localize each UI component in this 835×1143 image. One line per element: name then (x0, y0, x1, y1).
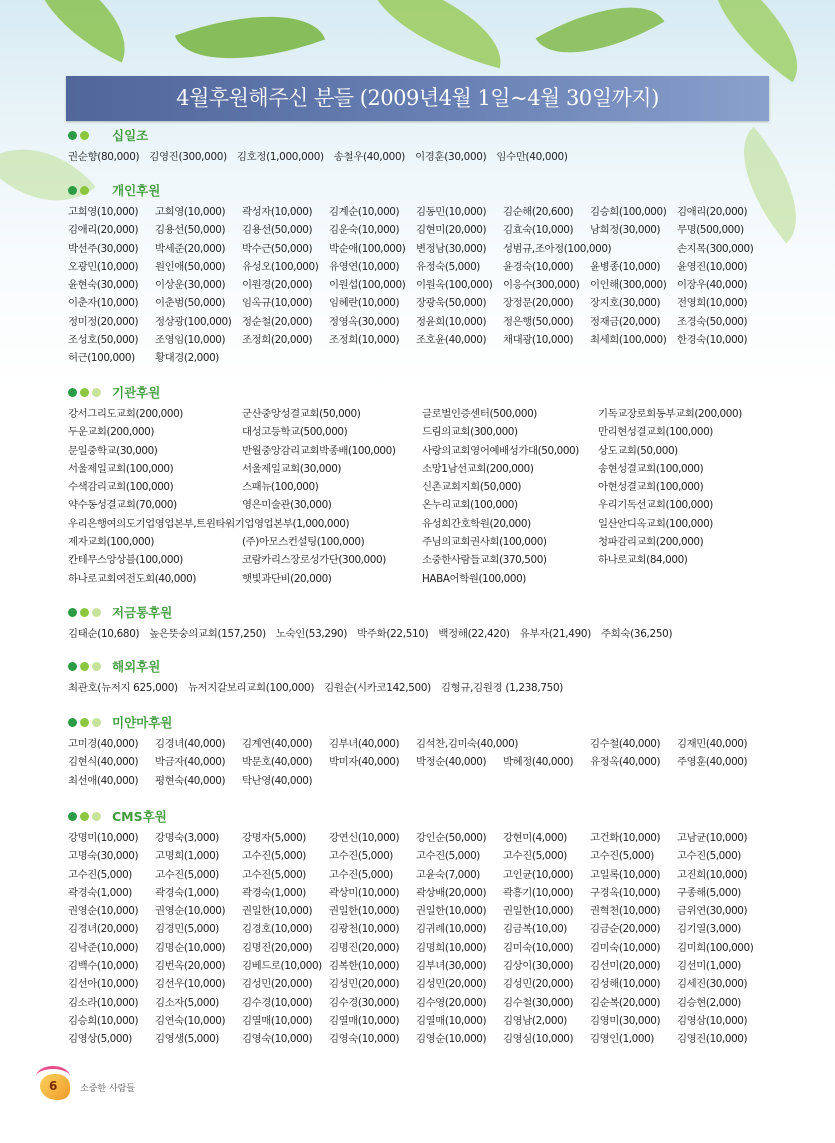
donor-entry: 김수철(40,000) (590, 738, 661, 750)
donor-entry: 김영삼(10,000) (677, 1014, 748, 1027)
section-title: 개인후원 (112, 183, 161, 198)
donor-entry: 고수진(5,000) (416, 850, 480, 863)
donor-entry: 강명숙(3,000) (155, 832, 219, 844)
donor-entry: 이인해(300,000) (590, 279, 667, 292)
donor-entry: 곽경숙(1,000) (155, 886, 219, 899)
donor-entry: 허근(100,000) (68, 352, 135, 365)
donor-entry: 유영연(10,000) (329, 260, 400, 273)
donor-list (68, 148, 778, 166)
donor-entry: 서울제일교회(30,000) (242, 462, 342, 475)
bullet-dots-icon (68, 388, 108, 397)
donor-entry: 김금순(20,000) (590, 923, 661, 936)
donor-entry: 강인순(50,000) (416, 832, 487, 844)
donor-entry: 고수진(5,000) (329, 868, 393, 881)
bullet-dots-icon (68, 662, 108, 671)
donor-entry: 고건화(10,000) (590, 832, 661, 844)
donor-entry: 김영심(10,000) (503, 1033, 574, 1046)
donor-entry: 김소자(5,000) (155, 996, 219, 1009)
donor-entry (590, 240, 677, 258)
donor-entry: 김번옥(20,000) (155, 960, 226, 973)
hands-logo-icon (40, 1074, 70, 1100)
donor-entry: 고수진(5,000) (329, 850, 393, 863)
donor-entry: 김상이(30,000) (503, 960, 574, 973)
section-heading (68, 180, 778, 200)
donor-entry: 하나로교회여전도회(40,000) (68, 572, 196, 585)
donor-entry: 칸테무스앙상블(100,000) (68, 554, 183, 567)
donor-entry: 김성민(20,000) (503, 978, 574, 991)
donor-entry: 김순해(20,600) (503, 206, 574, 218)
donor-entry: 김광천(10,000) (329, 923, 400, 936)
donor-entry: 김금복(10,00) (503, 923, 567, 936)
donor-entry: 한경숙(10,000) (677, 334, 748, 347)
donor-entry: 김영숙(10,000) (242, 1033, 313, 1046)
donor-entry: 약수동성결교회(70,000) (68, 499, 177, 512)
donor-entry: 김명희(10,000) (416, 941, 487, 954)
section-heading (68, 712, 778, 732)
donor-entry: 강명미(10,000) (68, 832, 139, 844)
donor-entry: 무명(500,000) (677, 224, 744, 237)
donor-entry: 만리현성결교회(100,000) (598, 426, 713, 439)
donor-entry: 고수진(5,000) (242, 868, 306, 881)
donor-entry: (주)아모스컨설팅(100,000) (242, 536, 365, 549)
section-4 (68, 656, 778, 697)
donor-entry: 사랑의교회영어예배성가대(50,000) (422, 444, 579, 457)
page-title: 4월후원해주신 분들 (2009년4월 1일~4월 30일까지) (66, 76, 769, 121)
donor-entry: 곽상배(20,000) (416, 886, 487, 899)
donor-entry: 기독교장로회동부교회(200,000) (598, 408, 742, 420)
donor-entry: 소망1남선교회(200,000) (422, 462, 534, 475)
donor-entry: 소중한사람들교회(370,500) (422, 554, 547, 567)
donor-entry: 수색감리교회(100,000) (68, 481, 174, 494)
section-6 (68, 806, 778, 1049)
donor-list (68, 679, 778, 697)
donor-list (68, 405, 778, 588)
donor-entry: 김계연(40,000) (242, 738, 313, 750)
donor-entry: 김영생(5,000) (155, 1033, 219, 1046)
donor-entry: 고수진(5,000) (590, 850, 654, 863)
footer-caption: 소중한 사람들 (80, 1083, 136, 1094)
donor-entry: 김선우(10,000) (155, 978, 226, 991)
donor-entry: 주희숙(36,250) (600, 628, 673, 640)
donor-entry: 김명진(20,000) (242, 941, 313, 954)
donor-entry: 이원옥(100,000) (416, 279, 493, 292)
donor-entry: 장정문(20,000) (503, 297, 574, 310)
donor-entry: 김미숙(10,000) (503, 941, 574, 954)
donor-entry: 김용선(50,000) (242, 224, 313, 237)
donor-entry: 윤병종(10,000) (590, 260, 661, 273)
section-title: 해외후원 (112, 659, 161, 674)
donor-entry: 김경녀(40,000) (155, 738, 226, 750)
donor-entry: 강연신(10,000) (329, 832, 400, 844)
donor-entry: 김열매(10,000) (416, 1014, 487, 1027)
donor-entry: 고수진(5,000) (68, 868, 132, 881)
donor-entry: 김경녀(20,000) (68, 923, 139, 936)
donor-entry: 조정희(20,000) (242, 334, 313, 347)
donor-entry: 코람카리스장로성가단(300,000) (242, 554, 386, 567)
donor-entry: 우리기독선교회(100,000) (598, 499, 713, 512)
donor-entry: 김승희(100,000) (590, 206, 667, 218)
donor-entry: 조성호(50,000) (68, 334, 139, 347)
donor-entry: 고수진(5,000) (677, 850, 741, 863)
donor-entry: 강현미(4,000) (503, 832, 567, 844)
donor-list (68, 203, 778, 368)
donor-entry: 김효숙(10,000) (503, 224, 574, 237)
donor-entry: 제자교회(100,000) (68, 536, 155, 549)
section-heading (68, 125, 778, 145)
donor-entry: 김동민(10,000) (416, 206, 487, 218)
donor-entry: 박수근(50,000) (242, 242, 313, 255)
donor-list (68, 829, 778, 1049)
donor-entry: 고수진(5,000) (503, 850, 567, 863)
donor-entry: 정은행(50,000) (503, 315, 574, 328)
donor-entry: 김영인(1,000) (590, 1033, 654, 1046)
section-title: 저금통후원 (112, 605, 173, 620)
donor-entry: 정윤희(10,000) (416, 315, 487, 328)
bullet-dots-icon (68, 131, 108, 140)
section-2 (68, 382, 778, 588)
donor-entry: 곽상미(10,000) (329, 886, 400, 899)
section-heading (68, 656, 778, 676)
donor-entry: 김태순(10,680) (68, 628, 140, 640)
donor-entry: 권혁천(10,000) (590, 905, 661, 918)
donor-entry: 고수진(5,000) (155, 868, 219, 881)
section-1 (68, 180, 778, 368)
donor-entry: 고윤숙(7,000) (416, 868, 480, 881)
donor-entry: 김연숙(10,000) (155, 1014, 226, 1027)
donor-entry: 고미경(40,000) (68, 738, 139, 750)
donor-entry: 김애리(20,000) (68, 224, 139, 237)
donor-entry: 김성민(20,000) (242, 978, 313, 991)
donor-entry: 고희영(10,000) (155, 206, 226, 218)
donor-entry: 곽성자(10,000) (242, 206, 313, 218)
donor-entry: 박금자(40,000) (155, 756, 226, 769)
donor-entry: 우리은행여의도기업영업본부,트윈타워기업영업본부(1,000,000) (68, 517, 350, 530)
donor-entry: 김승현(2,000) (677, 996, 741, 1009)
donor-entry: 곽경숙(1,000) (242, 886, 306, 899)
donor-entry: 권일한(10,000) (416, 905, 487, 918)
section-heading (68, 382, 778, 402)
donor-entry: 주영훈(40,000) (677, 756, 748, 769)
donor-entry: 송현성결교회(100,000) (598, 462, 704, 475)
donor-entry: 김수경(30,000) (329, 996, 400, 1009)
donor-entry: 청파감리교회(200,000) (598, 536, 704, 549)
donor-entry: 이원경(20,000) (242, 279, 313, 292)
donor-entry: 오광민(10,000) (68, 260, 139, 273)
donor-entry: 조정희(10,000) (329, 334, 400, 347)
donor-entry: 권영순(10,000) (68, 905, 139, 918)
donor-entry: 상도교회(50,000) (598, 444, 678, 457)
donor-entry: 햇빛과단비(20,000) (242, 572, 332, 585)
donor-entry: 권영순(10,000) (155, 905, 226, 918)
donor-entry: 고일록(10,000) (590, 868, 661, 881)
donor-entry: 박정순(40,000) (416, 756, 487, 769)
donor-entry: 김성민(20,000) (329, 978, 400, 991)
donor-entry: 이응수(300,000) (503, 279, 580, 292)
donor-entry: 김백수(10,000) (68, 960, 139, 973)
donor-entry: 김영순(10,000) (416, 1033, 487, 1046)
donor-entry (598, 570, 778, 588)
donor-entry: 최관호(뉴저지 625,000) (68, 682, 178, 694)
donor-entry: 박세준(20,000) (155, 242, 226, 255)
donor-entry: 김세진(30,000) (677, 978, 748, 991)
bullet-dots-icon (68, 718, 108, 727)
donor-entry: 김영남(2,000) (503, 1014, 567, 1027)
donor-entry: 전영희(10,000) (677, 297, 748, 310)
donor-entry: 아현성결교회(100,000) (598, 481, 704, 494)
donor-entry: 원인애(50,000) (155, 260, 226, 273)
donor-entry: 송철우(40,000) (333, 151, 406, 163)
page-number: 6 (49, 1079, 58, 1093)
donor-entry: 윤경숙(10,000) (503, 260, 574, 273)
donor-entry: 윤영진(10,000) (677, 260, 748, 273)
donor-entry: 고명희(1,000) (155, 850, 219, 863)
donor-entry: 드림의교회(300,000) (422, 426, 518, 439)
section-heading (68, 806, 778, 826)
donor-entry: 김영미(30,000) (590, 1014, 661, 1027)
donor-entry: 글로벌인증센터(500,000) (422, 408, 537, 420)
donor-entry: 유정숙(5,000) (416, 260, 480, 273)
section-heading (68, 602, 778, 622)
donor-entry: 이상운(30,000) (155, 279, 226, 292)
donor-entry: 구종해(5,000) (677, 886, 741, 899)
donor-list (68, 735, 778, 790)
donor-entry: 김수영(20,000) (416, 996, 487, 1009)
section-3 (68, 602, 778, 643)
donor-entry: 이장우(40,000) (677, 279, 748, 292)
bullet-dots-icon (68, 812, 108, 821)
donor-entry: 유성오(100,000) (242, 260, 319, 273)
donor-entry: 김용선(50,000) (155, 224, 226, 237)
donor-entry: 김영진(10,000) (677, 1033, 748, 1046)
donor-entry: 권순향(80,000) (68, 151, 140, 163)
donor-entry: 신촌교회지회(50,000) (422, 481, 522, 494)
donor-entry: 박혜정(40,000) (503, 756, 574, 769)
page-footer (40, 1074, 135, 1100)
donor-entry: 김경민(5,000) (155, 923, 219, 936)
donor-entry: 김낙준(10,000) (68, 941, 139, 954)
donor-entry: 김승희(10,000) (68, 1014, 139, 1027)
donor-entry: 최세희(100,000) (590, 334, 667, 347)
donor-entry: 남희정(30,000) (590, 224, 661, 237)
donor-entry: 김영진(300,000) (149, 151, 227, 163)
donor-entry (503, 735, 590, 753)
donor-entry: 김경호(10,000) (242, 923, 313, 936)
donor-entry: 이춘자(10,000) (68, 297, 139, 310)
donor-entry: 김미희(100,000) (677, 941, 754, 954)
donor-entry: 김부녀(40,000) (329, 738, 400, 750)
donor-entry: 서울제일교회(100,000) (68, 462, 174, 475)
donor-entry: 손지목(300,000) (677, 242, 754, 255)
donor-entry: 평현숙(40,000) (155, 774, 226, 787)
donor-entry: 김선아(10,000) (68, 978, 139, 991)
donor-entry: 박미자(40,000) (329, 756, 400, 769)
donor-entry: 영은미술관(30,000) (242, 499, 332, 512)
donor-entry: 조영임(10,000) (155, 334, 226, 347)
donor-entry: 김계순(10,000) (329, 206, 400, 218)
donor-entry: 고희영(10,000) (68, 206, 139, 218)
donor-entry: 강명자(5,000) (242, 832, 306, 844)
donor-entry: 김소라(10,000) (68, 996, 139, 1009)
donor-entry (242, 515, 422, 533)
donor-entry: 박선주(30,000) (68, 242, 139, 255)
donor-entry: 유부자(21,490) (519, 628, 591, 640)
section-title: 십일조 (112, 128, 149, 143)
donor-entry: 스패뉴(100,000) (242, 481, 319, 494)
donor-entry: 이춘범(50,000) (155, 297, 226, 310)
donor-entry: 김애리(20,000) (677, 206, 748, 218)
donor-entry: 변정남(30,000) (416, 242, 487, 255)
donor-entry: 김수철(30,000) (503, 996, 574, 1009)
donor-entry: 김수경(10,000) (242, 996, 313, 1009)
donor-entry: 정순철(20,000) (242, 315, 313, 328)
donor-entry: 일산안디옥교회(100,000) (598, 517, 713, 530)
donor-entry: 김석찬,김미숙(40,000) (416, 738, 518, 750)
donor-entry: 금위연(30,000) (677, 905, 748, 918)
donor-entry: 김재민(40,000) (677, 738, 748, 750)
donor-entry: 곽경숙(1,000) (68, 886, 132, 899)
donor-entry: 이경훈(30,000) (415, 151, 487, 163)
donor-entry: 김기열(3,000) (677, 923, 741, 936)
donor-entry: 고명숙(30,000) (68, 850, 139, 863)
donor-entry: 윤현숙(30,000) (68, 279, 139, 292)
bullet-dots-icon (68, 608, 108, 617)
donor-entry: 권일한(10,000) (329, 905, 400, 918)
donor-entry: 문일중학교(30,000) (68, 444, 158, 457)
donor-entry: 노숙인(53,290) (275, 628, 348, 640)
donor-entry: 김순복(20,000) (590, 996, 661, 1009)
donor-entry: 김선미(1,000) (677, 960, 741, 973)
donor-entry: 김부녀(30,000) (416, 960, 487, 973)
donor-entry: 김호정(1,000,000) (236, 151, 324, 163)
donor-entry: 조경숙(50,000) (677, 315, 748, 328)
donor-entry: 임혜란(10,000) (329, 297, 400, 310)
donor-entry: 대성고등학교(500,000) (242, 426, 348, 439)
donor-entry: 김복한(10,000) (329, 960, 400, 973)
donor-entry: 고남균(10,000) (677, 832, 748, 844)
donor-entry: 권일한(10,000) (503, 905, 574, 918)
donor-entry: 하나로교회(84,000) (598, 554, 688, 567)
donor-entry: 장지호(30,000) (590, 297, 661, 310)
section-title: 기관후원 (112, 385, 161, 400)
donor-entry: 백정해(22,420) (438, 628, 510, 640)
section-5 (68, 712, 778, 790)
donor-entry: 이원섭(100,000) (329, 279, 406, 292)
donor-entry: 군산중앙성결교회(50,000) (242, 408, 361, 420)
donor-entry: 김영숙(10,000) (329, 1033, 400, 1046)
donor-entry: 뉴저지갈보리교회(100,000) (187, 682, 315, 694)
donor-entry: 유정옥(40,000) (590, 756, 661, 769)
donor-entry: 김성해(10,000) (590, 978, 661, 991)
donor-entry: 권일한(10,000) (242, 905, 313, 918)
donor-entry: 김현식(40,000) (68, 756, 139, 769)
donor-entry: 김열매(10,000) (242, 1014, 313, 1027)
donor-entry: 정영옥(30,000) (329, 315, 400, 328)
section-0 (68, 125, 778, 166)
donor-entry: 박문호(40,000) (242, 756, 313, 769)
donor-entry: 두운교회(200,000) (68, 426, 155, 439)
donor-entry: 박주화(22,510) (357, 628, 429, 640)
donor-entry: 김베드로(10,000) (242, 960, 322, 973)
donor-entry: 장광욱(50,000) (416, 297, 487, 310)
donor-entry: 온누리교회(100,000) (422, 499, 518, 512)
donor-entry: 김영상(5,000) (68, 1033, 132, 1046)
donor-entry: 유성희간호학원(20,000) (422, 517, 531, 530)
donor-entry: HABA어학원(100,000) (422, 572, 526, 585)
donor-entry: 정상광(100,000) (155, 315, 232, 328)
donor-entry: 고수진(5,000) (242, 850, 306, 863)
donor-entry: 곽흥기(10,000) (503, 886, 574, 899)
donor-entry: 김미숙(10,000) (590, 941, 661, 954)
donor-entry: 주님의교회권사회(100,000) (422, 536, 547, 549)
donor-entry: 김원순(시카코142,500) (324, 682, 431, 694)
section-title: CMS후원 (112, 809, 167, 824)
donor-entry: 최선애(40,000) (68, 774, 139, 787)
donor-entry: 고진희(10,000) (677, 868, 748, 881)
donor-entry: 임수만(40,000) (496, 151, 568, 163)
donor-entry: 김운숙(10,000) (329, 224, 400, 237)
donor-entry: 김명진(20,000) (329, 941, 400, 954)
donor-entry: 강서그리도교회(200,000) (68, 408, 183, 420)
donor-list (68, 625, 778, 643)
donor-entry: 구경옥(10,000) (590, 886, 661, 899)
donor-entry: 성범규,조아정(100,000) (503, 242, 612, 255)
donor-entry: 반월중앙감리교회박종배(100,000) (242, 444, 396, 457)
donor-entry: 박순애(100,000) (329, 242, 406, 255)
donor-entry: 김선미(20,000) (590, 960, 661, 973)
donor-entry: 김명순(10,000) (155, 941, 226, 954)
donor-entry: 탁난영(40,000) (242, 774, 313, 787)
donor-entry: 조호윤(40,000) (416, 334, 487, 347)
bullet-dots-icon (68, 186, 108, 195)
donor-entry: 김형규,김원경 (1,238,750) (440, 682, 564, 694)
section-title: 미얀마후원 (112, 715, 173, 730)
donor-entry: 김귀례(10,000) (416, 923, 487, 936)
donor-entry: 정미정(20,000) (68, 315, 139, 328)
donor-entry: 임옥규(10,000) (242, 297, 313, 310)
donor-entry: 높은뜻숭의교회(157,250) (149, 628, 266, 640)
donor-entry: 고인균(10,000) (503, 868, 574, 881)
donor-entry: 채대광(10,000) (503, 334, 574, 347)
donor-entry: 김열매(10,000) (329, 1014, 400, 1027)
donor-entry: 정재금(20,000) (590, 315, 661, 328)
donor-entry: 황대경(2,000) (155, 352, 219, 365)
donor-entry: 김현미(20,000) (416, 224, 487, 237)
donor-entry: 김성민(20,000) (416, 978, 487, 991)
